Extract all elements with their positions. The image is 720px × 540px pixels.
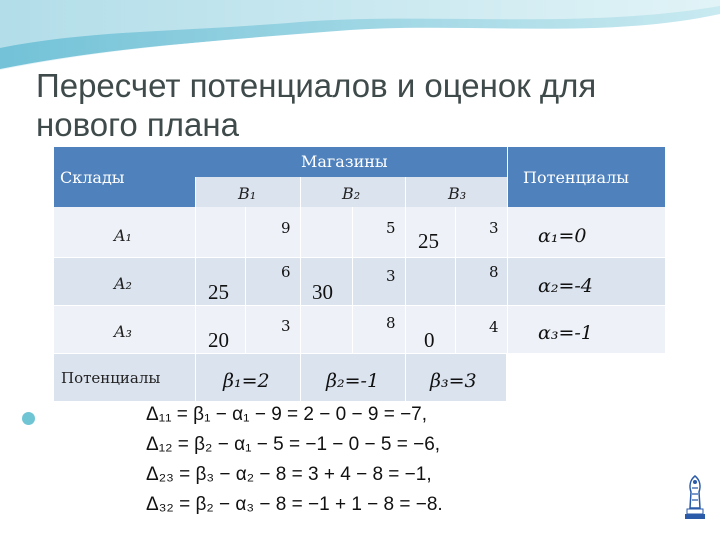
warehouse-label-a2: A₂ (114, 274, 132, 293)
warehouse-label-a1: A₁ (114, 226, 132, 245)
slide-title-line-1: Пересчет потенциалов и оценок для (36, 67, 597, 104)
bullet-point-icon (22, 412, 35, 425)
store-label-b1: B₁ (238, 184, 257, 203)
formula-line: Δ₁₁ = β₁ − α₁ − 9 = 2 − 0 − 9 = −7, (146, 404, 428, 425)
column-potential: β₃=3 (430, 370, 477, 392)
slide-title-line-2: нового плана (36, 106, 239, 143)
formula-line: Δ₂₃ = β₃ − α₂ − 8 = 3 + 4 − 8 = −1, (146, 464, 432, 485)
header-potentials-label: Потенциалы (523, 168, 629, 187)
allocation-value: 25 (418, 229, 439, 253)
header-stores-cell (195, 147, 507, 177)
cost-value: 3 (489, 219, 499, 237)
formula-line: Δ₃₂ = β₂ − α₃ − 8 = −1 + 1 − 8 = −8. (146, 494, 443, 515)
store-label-b3: B₃ (448, 184, 467, 203)
allocation-value: 25 (208, 280, 229, 304)
slide-title (36, 66, 696, 144)
header-warehouses-cell (54, 147, 195, 207)
footer-potentials-label: Потенциалы (61, 369, 161, 387)
warehouse-label-a3: A₃ (114, 322, 132, 341)
allocation-value: 30 (312, 280, 333, 304)
cost-value: 3 (281, 317, 291, 335)
cost-value: 4 (489, 318, 499, 336)
row-potential: α₁=0 (538, 225, 587, 247)
header-potentials-cell (507, 147, 665, 207)
allocation-value: 0 (424, 328, 435, 352)
cost-value: 9 (281, 219, 291, 237)
row-potential: α₂=-4 (538, 275, 593, 297)
column-potential: β₂=-1 (326, 370, 380, 392)
cost-value: 3 (386, 267, 396, 285)
row-potential: α₃=-1 (538, 322, 593, 344)
column-potential: β₁=2 (223, 370, 270, 392)
cost-value: 5 (386, 219, 396, 237)
university-emblem-icon (682, 474, 708, 520)
store-label-b2: B₂ (342, 184, 361, 203)
cost-value: 8 (489, 263, 499, 281)
header-stores-label: Магазины (301, 152, 388, 171)
header-warehouses-label: Склады (60, 168, 125, 187)
allocation-value: 20 (208, 328, 229, 352)
formula-line: Δ₁₂ = β₂ − α₁ − 5 = −1 − 0 − 5 = −6, (146, 434, 441, 455)
cost-value: 6 (281, 263, 291, 281)
cost-value: 8 (386, 314, 396, 332)
